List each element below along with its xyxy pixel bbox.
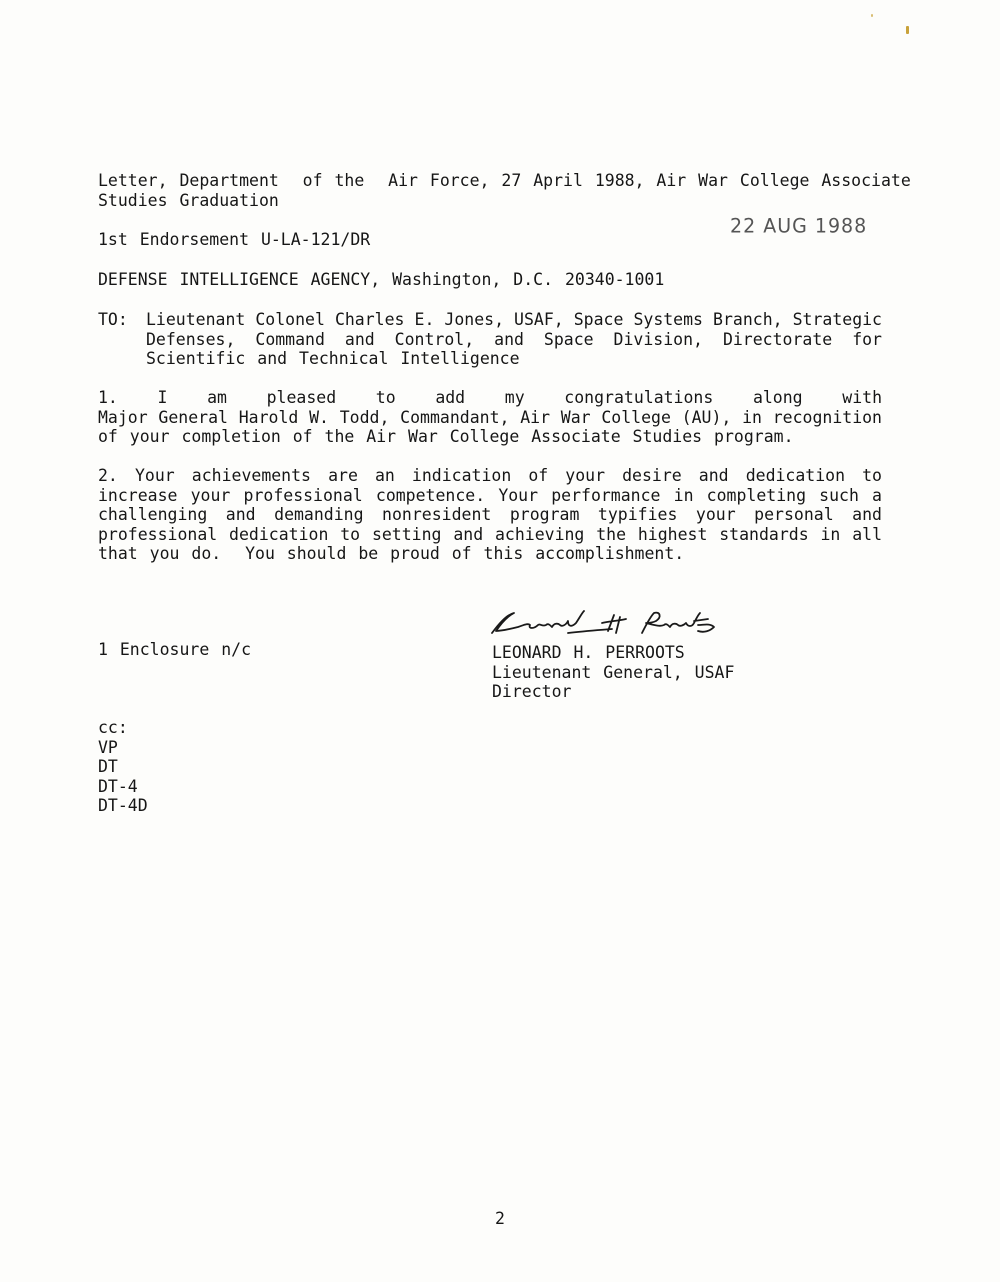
cc-label: cc: bbox=[98, 718, 128, 737]
to-label: TO: bbox=[98, 310, 128, 329]
reference-line-1: Letter, Department of the Air Force, 27 April 1988, Air War College Associate bbox=[98, 171, 911, 190]
addressee-block bbox=[98, 310, 882, 369]
addressee-line-2: Defenses, Command and Control, and Space Division, Directorate for bbox=[146, 329, 882, 349]
date-stamp: 22 AUG 1988 bbox=[730, 214, 868, 238]
signatory-title: Director bbox=[492, 682, 572, 701]
paragraph-2 bbox=[98, 466, 882, 564]
enclosure-line bbox=[98, 640, 398, 660]
cc-item-dt-4d: DT-4D bbox=[98, 796, 148, 815]
agency-line bbox=[98, 270, 882, 290]
paragraph-1 bbox=[98, 388, 882, 447]
agency-text: DEFENSE INTELLIGENCE AGENCY, Washington, D.C. 20340-1001 bbox=[98, 270, 665, 289]
reference-line-2: Studies Graduation bbox=[98, 190, 279, 210]
paper-speck bbox=[871, 14, 873, 17]
endorsement-line bbox=[98, 230, 882, 250]
paragraph-2-line-4: professional dedication to setting and achieving the highest standards in all bbox=[98, 524, 882, 544]
paragraph-1-line-1: 1. I am pleased to add my congratulations along with bbox=[98, 388, 882, 407]
addressee-line-1: Lieutenant Colonel Charles E. Jones, USAF, Space Systems Branch, Strategic bbox=[146, 310, 882, 329]
page-number: 2 bbox=[495, 1209, 505, 1228]
enclosure-text: 1 Enclosure n/c bbox=[98, 640, 252, 659]
addressee-lines bbox=[98, 310, 882, 369]
cc-item-vp: VP bbox=[98, 737, 118, 757]
paragraph-2-line-1: 2. Your achievements are an indication of your desire and dedication to bbox=[98, 466, 882, 485]
paper-speck bbox=[906, 26, 909, 34]
endorsement-text: 1st Endorsement U-LA-121/DR bbox=[98, 230, 371, 249]
paragraph-2-line-3: challenging and demanding nonresident program typifies your personal and bbox=[98, 505, 882, 524]
paragraph-1-line-3: of your completion of the Air War College Associate Studies program. bbox=[98, 427, 794, 446]
cc-item-dt: DT bbox=[98, 757, 118, 776]
cc-list bbox=[98, 718, 298, 816]
reference-line bbox=[98, 171, 911, 210]
signatory-name: LEONARD H. PERROOTS bbox=[492, 643, 685, 662]
cc-item-dt-4: DT-4 bbox=[98, 776, 138, 796]
signatory-rank: Lieutenant General, USAF bbox=[492, 662, 735, 682]
paragraph-2-line-2: increase your professional competence. Your performance in completing such a bbox=[98, 485, 882, 505]
handwritten-signature bbox=[484, 603, 734, 643]
paragraph-1-line-2: Major General Harold W. Todd, Commandant, Air War College (AU), in recognition bbox=[98, 407, 882, 427]
addressee-line-3: Scientific and Technical Intelligence bbox=[146, 349, 520, 368]
signature-block bbox=[492, 643, 812, 702]
paragraph-2-line-5: that you do. You should be proud of this accomplishment. bbox=[98, 544, 685, 563]
